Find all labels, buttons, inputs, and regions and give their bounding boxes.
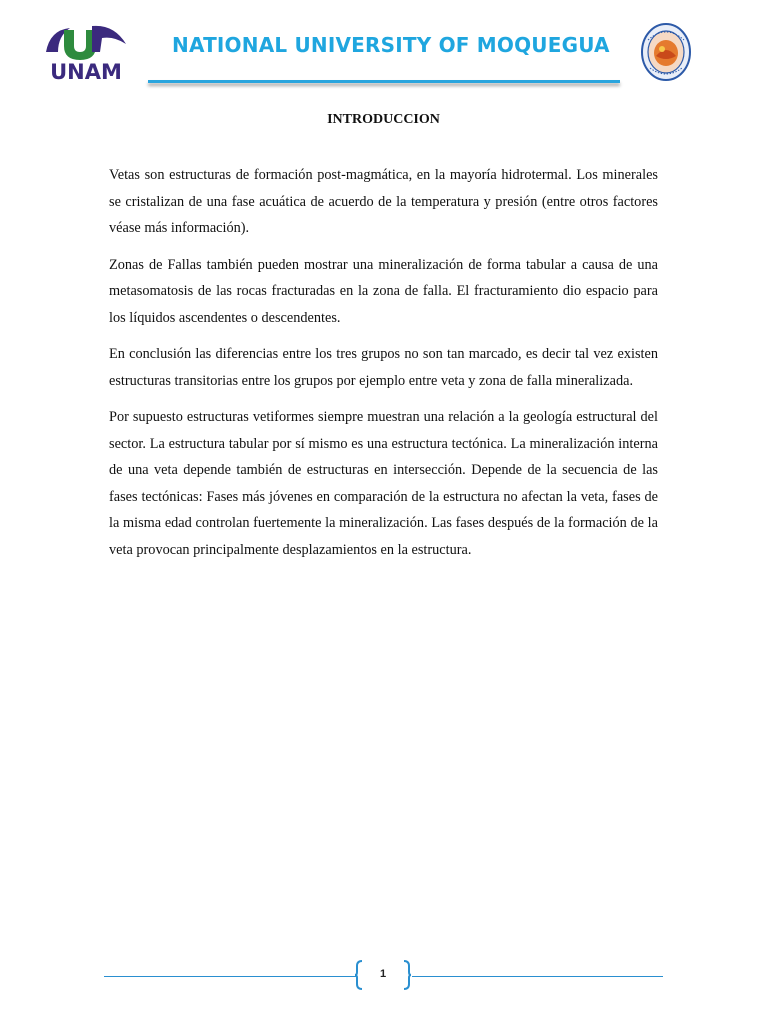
page-number: 1	[379, 968, 387, 980]
seal-icon	[640, 22, 692, 82]
left-brace-icon	[354, 960, 364, 990]
university-name: NATIONAL UNIVERSITY OF MOQUEGUA	[172, 33, 610, 57]
paragraph: En conclusión las diferencias entre los tres grupos no son tan marcado, es decir tal vez existen estructuras transitorias entre los grupos por ejemplo entre veta y zona de falla mineralizada.	[109, 346, 658, 389]
logo-text: UNAM	[50, 60, 122, 84]
unam-logo	[44, 22, 128, 84]
header-divider	[148, 80, 620, 83]
paragraph: Por supuesto estructuras vetiformes siempre muestran una relación a la geología estructural del sector. La estructura tabular por sí mismo es una estructura tectónica. La mineralización interna de una veta depende también de estructuras en intersección. Depende de la secuencia de las fases tectónicas: Fases más jóvenes en comparación de la estructura no afectan la veta, fases de la misma edad controlan fuertemente la mineralización. Las fases después de la formación de la veta provocan principalmente desplazamientos en la estructura.	[109, 409, 658, 558]
right-brace-icon	[402, 960, 412, 990]
unam-logo-emblem-icon	[44, 22, 128, 62]
footer-line-right	[412, 976, 663, 977]
page-header	[0, 0, 768, 100]
paragraph: Zonas de Fallas también pueden mostrar una mineralización de forma tabular a causa de una metasomatosis de las rocas fracturadas en la zona de falla. El fracturamiento dio espacio para los líquidos ascendentes o descendentes.	[109, 256, 658, 326]
university-seal	[640, 22, 692, 82]
document-title: INTRODUCCION	[327, 112, 440, 127]
document-body	[109, 112, 658, 573]
footer-line-left	[104, 976, 356, 977]
paragraph: Vetas son estructuras de formación post-magmática, en la mayoría hidrotermal. Los minerales se cristalizan de una fase acuática de acuerdo de la temperatura y presión (entre otros factores véase más información).	[109, 167, 658, 236]
page-footer	[0, 955, 768, 995]
